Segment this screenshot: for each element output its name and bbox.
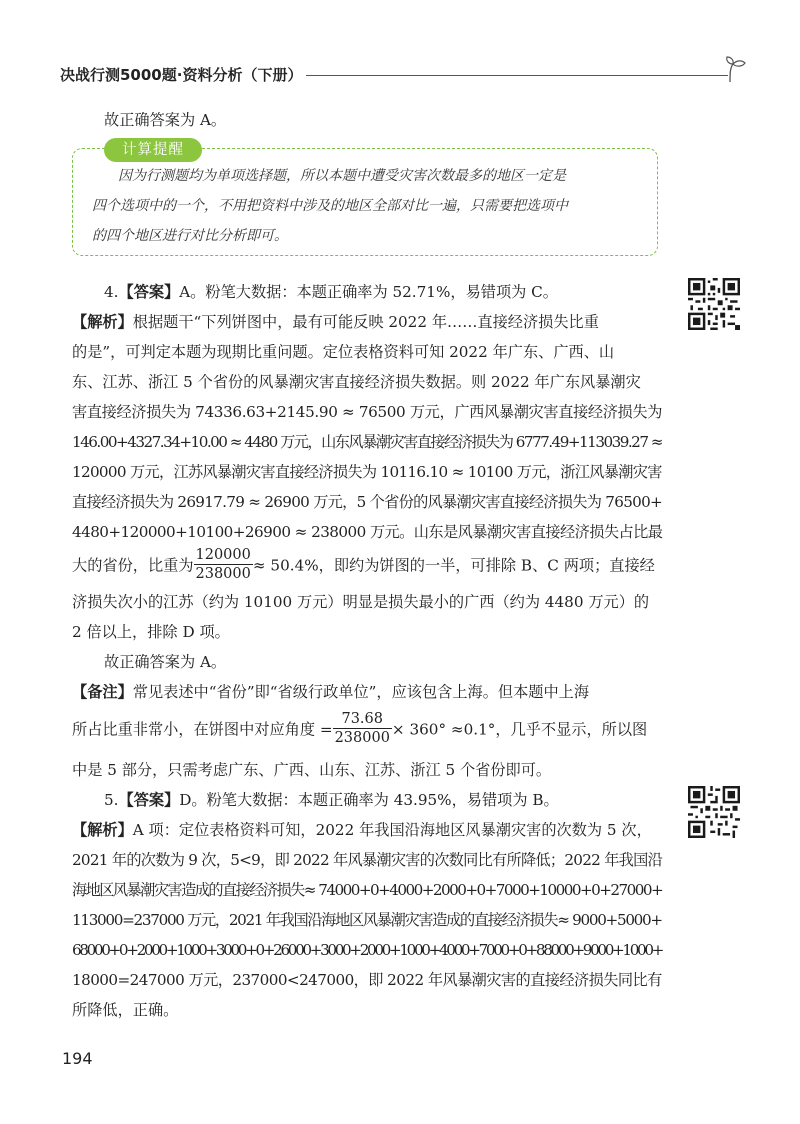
q5-answer-text: D。粉笔大数据：本题正确率为 43.95%，易错项为 B。 [179, 791, 559, 809]
q4-analysis-line: 害直接经济损失为 74336.63+2145.90 ≈ 76500 万元，广西风暴潮灾害直接经济损失为 [72, 403, 663, 421]
q4-note-line: 中是 5 部分，只需考虑广东、广西、山东、江苏、浙江 5 个省份即可。 [72, 761, 552, 779]
q4-analysis-line: 济损失次小的江苏（约为 10100 万元）明显是损失最小的广西（约为 4480 万元）的 [72, 593, 650, 611]
fraction-denominator: 238000 [334, 730, 390, 746]
q4-note-line [72, 682, 662, 702]
q4-ratio-fraction [194, 546, 253, 583]
sprout-icon [724, 54, 750, 84]
q4-angle-suffix: × 360° ≈0.1°，几乎不显示，所以图 [391, 720, 648, 739]
q4-number: 4. [104, 283, 119, 301]
qr-code[interactable] [688, 786, 740, 838]
tip-line: 四个选项中的一个，不用把资料中涉及的地区全部对比一遍，只需要把选项中 [92, 198, 568, 214]
q5-analysis-line [72, 820, 662, 840]
running-header [60, 54, 750, 84]
q4-analysis-line: 146.00+4327.34+10.00 ≈ 4480 万元，山东风暴潮灾害直接经济损失为 6777.49+113039.27 ≈ [72, 433, 662, 451]
q5-answer-tag: 【答案】 [118, 791, 180, 809]
intro-answer: 故正确答案为 A。 [104, 111, 227, 129]
q5-analysis-line: 海地区风暴潮灾害造成的直接经济损失≈ 74000+0+4000+2000+0+7000+10000+0+27000+ [72, 881, 663, 899]
fraction-numerator: 120000 [195, 547, 251, 563]
fraction-numerator: 73.68 [333, 710, 392, 729]
q4-answer-text: A。粉笔大数据：本题正确率为 52.71%，易错项为 C。 [179, 283, 558, 301]
q5-analysis-line: 18000=247000 万元，237000<247000，即 2022 年风暴潮灾害的直接经济损失同比有 [72, 971, 662, 989]
q4-analysis-line: 东、江苏、浙江 5 个省份的风暴潮灾害直接经济损失数据。则 2022 年广东风暴潮灾 [72, 373, 641, 391]
q4-analysis-text: 根据题干“下列饼图中，最有可能反映 2022 年……直接经济损失比重 [132, 313, 599, 331]
tip-label: 计算提醒 [104, 138, 202, 162]
header-rule [306, 75, 728, 76]
page-number: 194 [62, 1049, 93, 1068]
q5-number: 5. [104, 791, 119, 809]
q4-answer [104, 282, 664, 302]
q4-analysis-line: 120000 万元，江苏风暴潮灾害直接经济损失为 10116.10 ≈ 10100 万元，浙江风暴潮灾害 [72, 463, 662, 481]
q5-analysis-text: A 项：定位表格资料可知，2022 年我国沿海地区风暴潮灾害的次数为 5 次， [132, 821, 652, 839]
q4-analysis-tag: 【解析】 [72, 313, 133, 331]
q4-angle-prefix: 所占比重非常小，在饼图中对应角度 = [72, 720, 333, 739]
q5-answer [104, 790, 664, 810]
q5-analysis-line: 2021 年的次数为 9 次，5<9，即 2022 年风暴潮灾害的次数同比有所降低；2022 年我国沿 [72, 851, 663, 869]
q4-conclusion: 故正确答案为 A。 [104, 653, 227, 671]
q5-analysis-line: 113000=237000 万元，2021 年我国沿海地区风暴潮灾害造成的直接经济损失≈ 9000+5000+ [72, 911, 662, 929]
q4-analysis-line: 2 倍以上，排除 D 项。 [72, 623, 230, 641]
qr-code[interactable] [688, 278, 740, 330]
q4-answer-tag: 【答案】 [118, 283, 180, 301]
q4-analysis-line [72, 548, 662, 585]
q4-analysis-line: 4480+120000+10100+26900 ≈ 238000 万元。山东是风暴潮灾害直接经济损失占比最 [72, 523, 663, 541]
q4-angle-fraction [333, 710, 392, 747]
q4-ratio-suffix: ≈ 50.4%，即约为饼图的一半，可排除 B、C 两项；直接经 [252, 556, 655, 575]
q4-analysis-line [72, 312, 662, 332]
q5-analysis-line: 所降低，正确。 [72, 1001, 179, 1019]
q4-analysis-line: 的是”，可判定本题为现期比重问题。定位表格资料可知 2022 年广东、广西、山 [72, 343, 615, 361]
tip-line: 因为行测题均为单项选择题，所以本题中遭受灾害次数最多的地区一定是 [118, 168, 566, 184]
q4-ratio-prefix: 大的省份，比重为 [72, 556, 194, 575]
q5-analysis-line: 68000+0+2000+1000+3000+0+26000+3000+2000+1000+4000+7000+0+88000+9000+1000+ [72, 941, 663, 959]
q4-analysis-line: 直接经济损失为 26917.79 ≈ 26900 万元，5 个省份的风暴潮灾害直接经济损失为 76500+ [72, 493, 663, 511]
book-title: 决战行测5000题·资料分析（下册） [60, 66, 303, 84]
q4-note-text: 常见表述中“省份”即“省级行政单位”，应该包含上海。但本题中上海 [132, 683, 590, 701]
fraction-denominator: 238000 [195, 566, 251, 582]
q5-analysis-tag: 【解析】 [72, 821, 133, 839]
q4-note-tag: 【备注】 [72, 683, 133, 701]
q4-note-line [72, 712, 662, 749]
tip-line: 的四个地区进行对比分析即可。 [92, 228, 288, 244]
